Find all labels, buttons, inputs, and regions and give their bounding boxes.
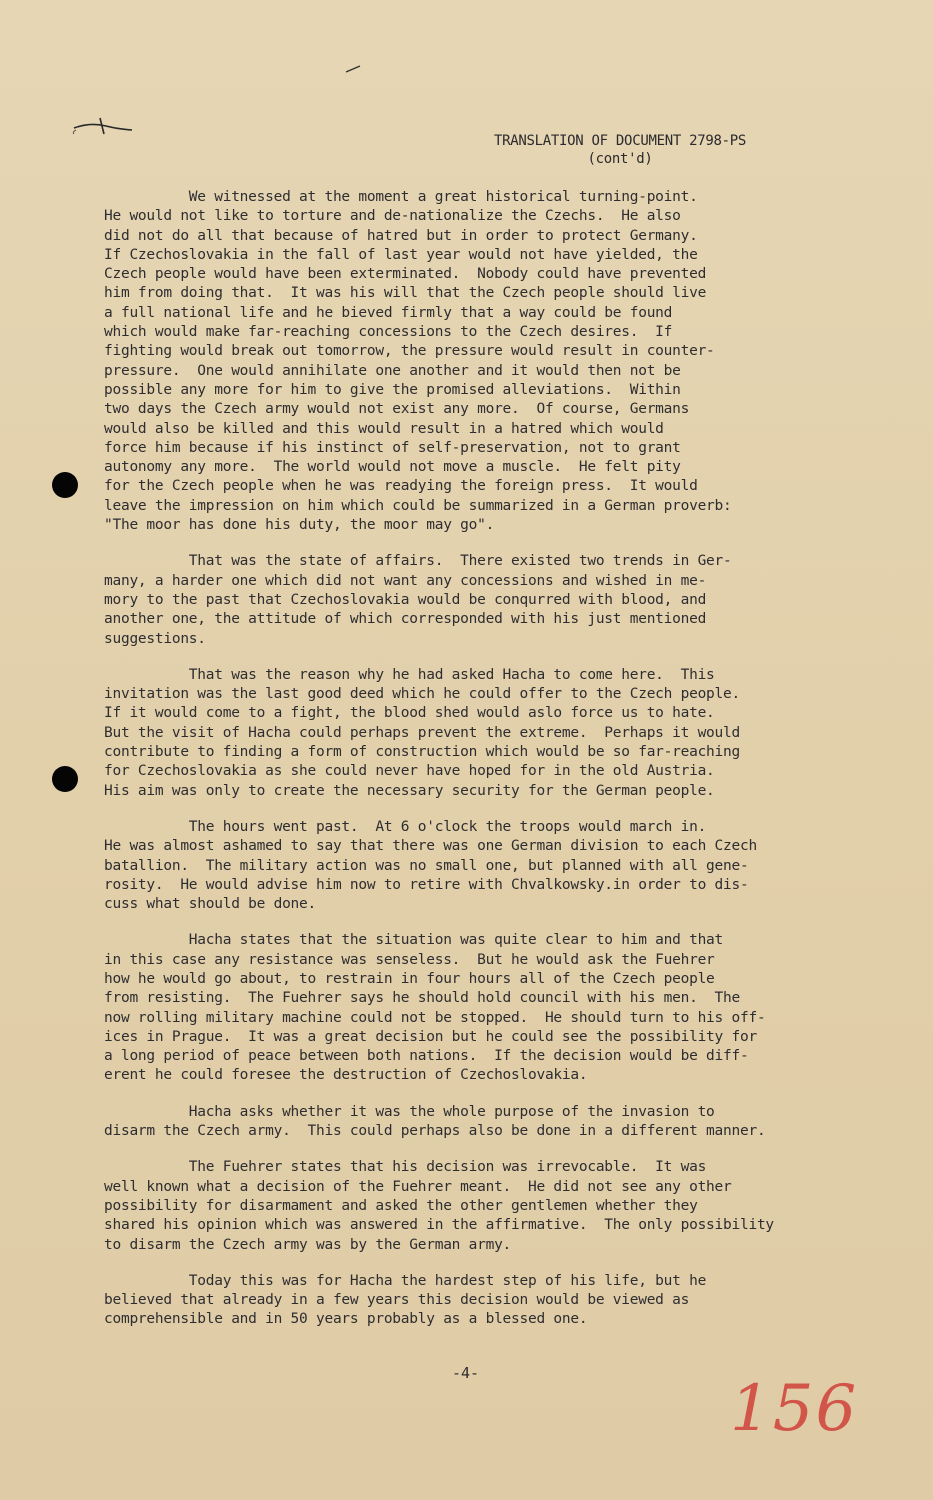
paragraph-5: Hacha states that the situation was quite clear to him and that in this case any resistance was senseless. But he would ask the Fuehrer how he would go about, to restrain in four hours all of the Czech people from resisting. The Fuehrer says he should hold council with his men. The now rolling military machine could not be stopped. He should turn to his off- ices in Prague. It was a great decision but he could see the possibility for a long period of peace between both nations. If the decision would be diff- erent he could foresee the destruction of Czechoslovakia.	[104, 932, 766, 1084]
document-title	[470, 132, 770, 168]
title-line-2: (cont'd)	[587, 151, 653, 167]
paragraph-4: The hours went past. At 6 o'clock the troops would march in. He was almost ashamed to say that there was one German division to each Czech batallion. The military action was no small one, but planned with all gene- rosity. He would advise him now to retire with Chvalkowsky.in order to dis- cuss what should be done.	[104, 818, 757, 913]
paragraph-2: That was the state of affairs. There existed two trends in Ger- many, a harder one which did not want any concessions and wished in me- mory to the past that Czechoslovakia would be conqurred with blood, and another one, the attitude of which corresponded with his just mentioned suggestions.	[104, 553, 732, 647]
paragraph-3: That was the reason why he had asked Hacha to come here. This invitation was the last good deed which he could offer to the Czech people. If it would come to a fight, the blood shed would aslo force us to hate. But the visit of Hacha could perhaps prevent the extreme. Perhaps it would contribute to finding a form of construction which would be so far-reaching for Czechoslovakia as she could never have hoped for in the old Austria. His aim was only to create the necessary security for the German people.	[104, 666, 740, 799]
paragraph-1: We witnessed at the moment a great historical turning-point. He would not like to torture and de-nationalize the Czechs. He also did not do all that because of hatred but in order to protect Germany. If Czechoslovakia in the fall of last year would not have yielded, the Czech people would have been exterminated. Nobody could have prevented him from doing that. It was his will that the Czech people should live a full national life and he bieved firmly that a way could be found which would make far-reaching concessions to the Czech desires. If fighting would break out tomorrow, the pressure would result in counter- pressure. One would annihilate one another and it would then not be possible any more for him to give the promised alleviations. Within two days the Czech army would not exist any more. Of course, Germans would also be killed and this would result in a hatred which would force him because if his instinct of self-preservation, not to grant autonomy any more. The world would not move a muscle. He felt pity for the Czech people when he was readying the foreign press. It would leave the impression on him which could be summarized in a German proverb: "The moor has done his duty, the moor may go".	[104, 189, 732, 534]
title-line-1: TRANSLATION OF DOCUMENT 2798-PS	[494, 133, 746, 149]
paragraph-8: Today this was for Hacha the hardest step of his life, but he believed that already in a few years this decision would be viewed as comprehensible and in 50 years probably as a blessed one.	[104, 1272, 707, 1328]
handwritten-archive-number: 156	[730, 1372, 859, 1446]
paragraph-6: Hacha asks whether it was the whole purpose of the invasion to disarm the Czech army. This could perhaps also be done in a different manner.	[104, 1103, 766, 1140]
pencil-mark-icon	[70, 110, 140, 140]
punch-hole-bottom	[52, 766, 78, 792]
page-number: -4-	[452, 1364, 480, 1382]
paragraph-7: The Fuehrer states that his decision was irrevocable. It was well known what a decision of the Fuehrer meant. He did not see any other possibility for disarmament and asked the other gentlemen whether they shared his opinion which was answered in the affirmative. The only possibility to disarm the Czech army was by the German army.	[104, 1159, 774, 1253]
document-body	[104, 188, 864, 1347]
stray-mark-icon	[344, 62, 364, 76]
punch-hole-top	[52, 472, 78, 498]
